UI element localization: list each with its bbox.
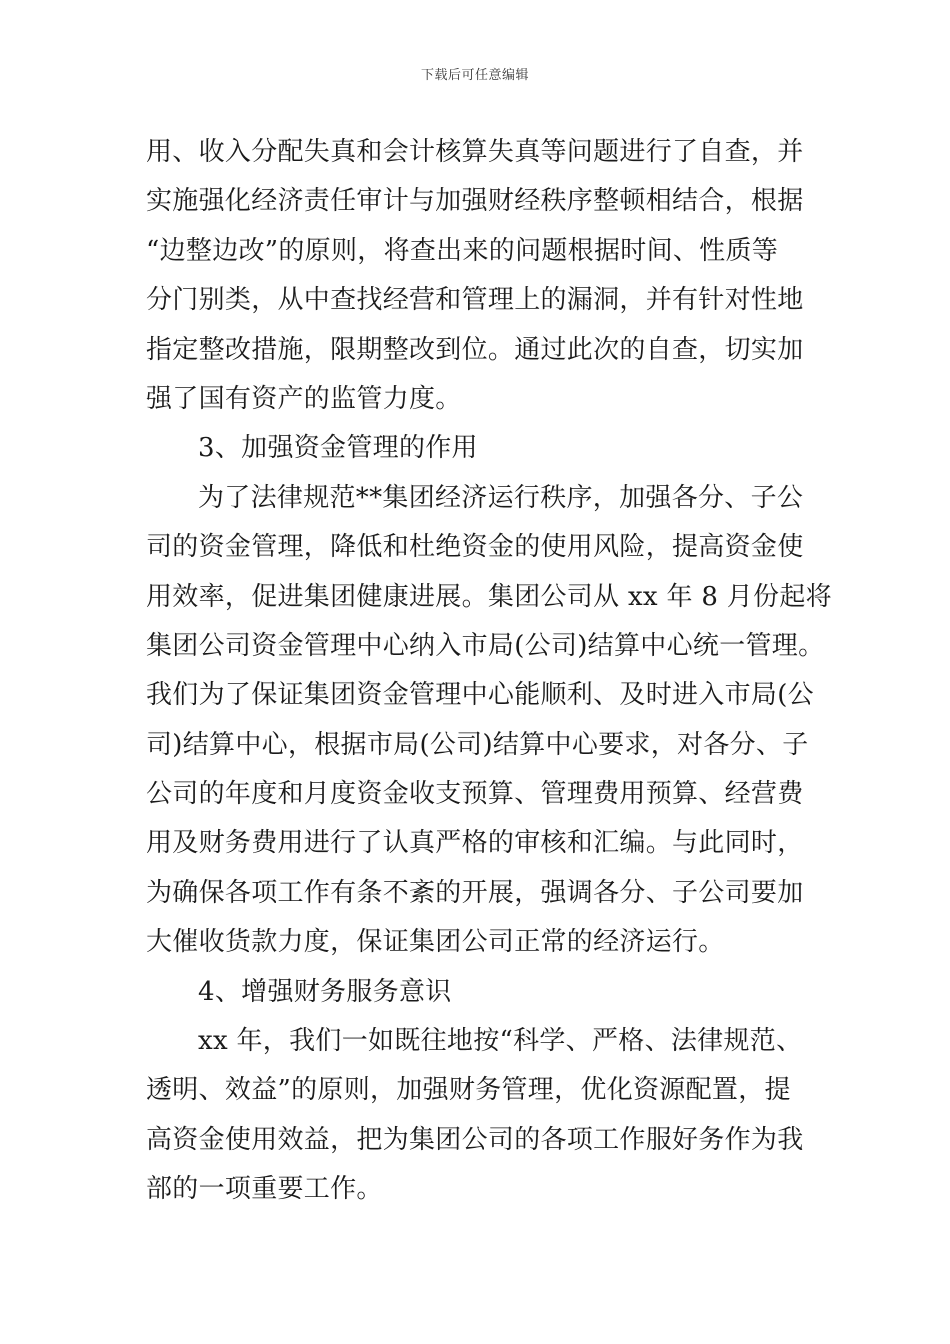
text-line: 部的一项重要工作。 [146, 1174, 383, 1205]
text-line: 分门别类，从中查找经营和管理上的漏洞，并有针对性地 [146, 285, 804, 316]
text-line: 实施强化经济责任审计与加强财经秩序整顿相结合，根据 [146, 186, 804, 217]
text-line: “边整边改”的原则，将查出来的问题根据时间、性质等 [146, 235, 779, 266]
section-heading: 4、增强财务服务意识 [198, 976, 452, 1007]
text-line: 公司的年度和月度资金收支预算、管理费用预算、经营费 [146, 779, 804, 810]
text-line: 强了国有资产的监管力度。 [146, 383, 462, 414]
text-line: 司)结算中心，根据市局(公司)结算中心要求，对各分、子 [146, 729, 809, 760]
section-heading: 3、加强资金管理的作用 [198, 433, 478, 464]
text-line: 我们为了保证集团资金管理中心能顺利、及时进入市局(公 [146, 680, 814, 711]
text-line: 用效率，促进集团健康进展。集团公司从 xx 年 8 月份起将 [146, 581, 832, 612]
text-line: 用及财务费用进行了认真严格的审核和汇编。与此同时， [146, 828, 804, 859]
text-line: 透明、效益”的原则，加强财务管理，优化资源配置，提 [146, 1075, 791, 1106]
text-line: 指定整改措施，限期整改到位。通过此次的自查，切实加 [146, 334, 804, 365]
page-header: 下载后可任意编辑 [420, 68, 529, 83]
text-line: 用、收入分配失真和会计核算失真等问题进行了自查，并 [146, 137, 804, 167]
text-line: 为了法律规范**集团经济运行秩序，加强各分、子公 [198, 482, 804, 513]
text-line: 高资金使用效益，把为集团公司的各项工作服好务作为我 [146, 1124, 804, 1155]
text-line: 司的资金管理，降低和杜绝资金的使用风险，提高资金使 [146, 532, 804, 563]
text-line: xx 年，我们一如既往地按“科学、严格、法律规范、 [198, 1026, 803, 1057]
document-body [146, 128, 832, 1215]
text-line: 大催收货款力度，保证集团公司正常的经济运行。 [146, 927, 725, 958]
text-line: 为确保各项工作有条不紊的开展，强调各分、子公司要加 [146, 877, 804, 908]
text-line: 集团公司资金管理中心纳入市局(公司)结算中心统一管理。 [146, 630, 825, 661]
